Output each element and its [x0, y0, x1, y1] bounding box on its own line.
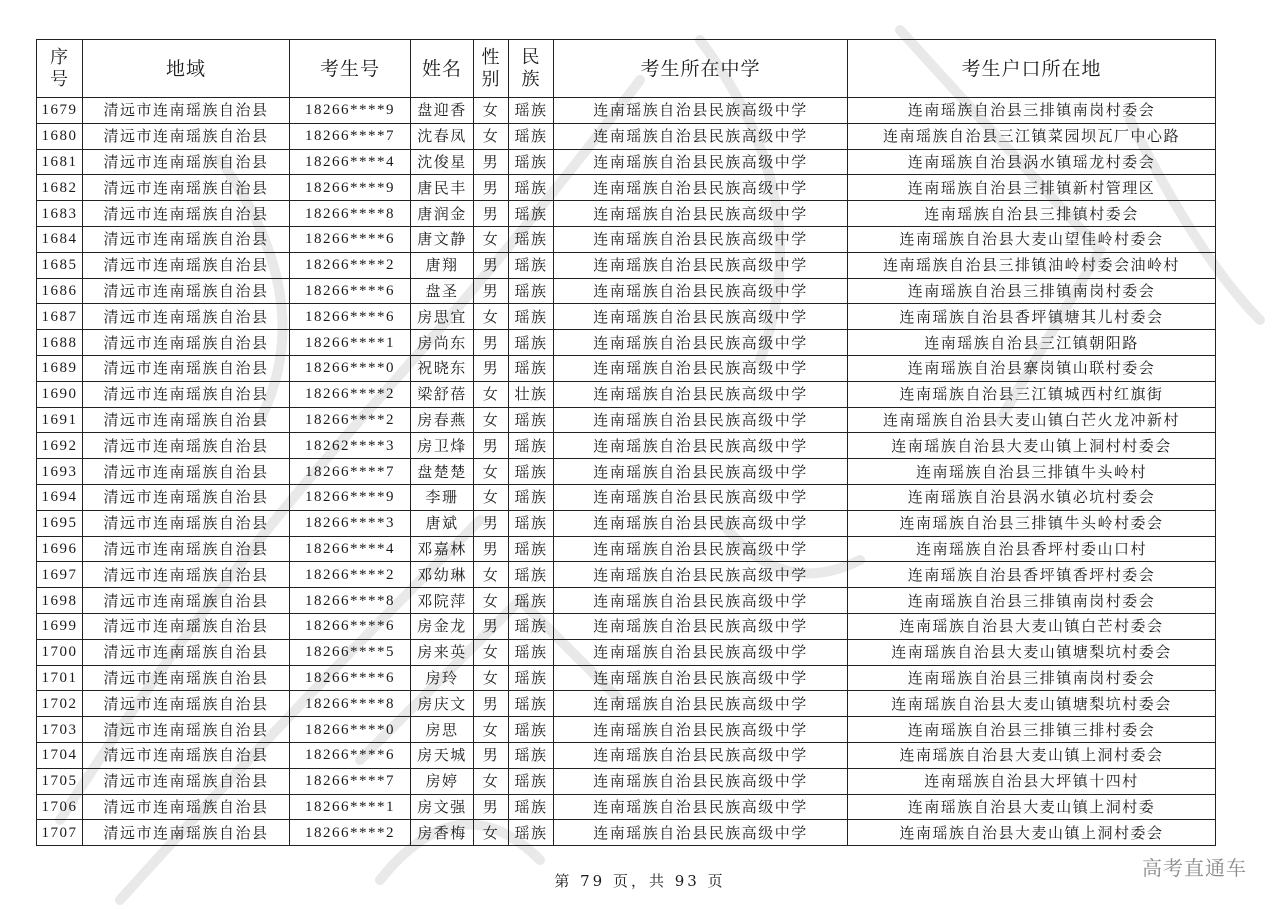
- cell-region: 清远市连南瑶族自治县: [83, 613, 290, 639]
- cell-household-address: 连南瑶族自治县三江镇朝阳路: [848, 330, 1216, 356]
- cell-gender: 女: [474, 639, 509, 665]
- cell-serial-number: 1685: [37, 252, 83, 278]
- cell-name: 沈俊星: [411, 149, 474, 175]
- cell-ethnicity: 瑶族: [509, 123, 554, 149]
- cell-household-address: 连南瑶族自治县三排镇牛头岭村: [848, 459, 1216, 485]
- cell-gender: 男: [474, 536, 509, 562]
- cell-gender: 女: [474, 459, 509, 485]
- table-row: [37, 226, 1216, 252]
- cell-exam-id: 18266****2: [290, 252, 411, 278]
- cell-name: 唐民丰: [411, 175, 474, 201]
- cell-ethnicity: 瑶族: [509, 742, 554, 768]
- cell-gender: 女: [474, 381, 509, 407]
- cell-serial-number: 1697: [37, 562, 83, 588]
- cell-gender: 男: [474, 330, 509, 356]
- cell-school: 连南瑶族自治县民族高级中学: [554, 175, 848, 201]
- cell-gender: 女: [474, 588, 509, 614]
- cell-exam-id: 18266****8: [290, 588, 411, 614]
- cell-name: 房思宜: [411, 304, 474, 330]
- table-row: [37, 510, 1216, 536]
- cell-school: 连南瑶族自治县民族高级中学: [554, 794, 848, 820]
- cell-ethnicity: 瑶族: [509, 588, 554, 614]
- cell-serial-number: 1703: [37, 717, 83, 743]
- cell-region: 清远市连南瑶族自治县: [83, 665, 290, 691]
- cell-exam-id: 18266****9: [290, 98, 411, 124]
- cell-region: 清远市连南瑶族自治县: [83, 639, 290, 665]
- cell-region: 清远市连南瑶族自治县: [83, 820, 290, 846]
- cell-exam-id: 18266****7: [290, 123, 411, 149]
- cell-ethnicity: 瑶族: [509, 252, 554, 278]
- cell-region: 清远市连南瑶族自治县: [83, 691, 290, 717]
- cell-exam-id: 18266****2: [290, 562, 411, 588]
- cell-name: 唐翔: [411, 252, 474, 278]
- cell-school: 连南瑶族自治县民族高级中学: [554, 820, 848, 846]
- cell-gender: 女: [474, 98, 509, 124]
- cell-ethnicity: 瑶族: [509, 459, 554, 485]
- cell-region: 清远市连南瑶族自治县: [83, 355, 290, 381]
- cell-serial-number: 1705: [37, 768, 83, 794]
- cell-school: 连南瑶族自治县民族高级中学: [554, 484, 848, 510]
- cell-serial-number: 1694: [37, 484, 83, 510]
- cell-serial-number: 1681: [37, 149, 83, 175]
- cell-serial-number: 1699: [37, 613, 83, 639]
- cell-serial-number: 1684: [37, 226, 83, 252]
- cell-ethnicity: 瑶族: [509, 665, 554, 691]
- cell-exam-id: 18266****6: [290, 304, 411, 330]
- cell-serial-number: 1706: [37, 794, 83, 820]
- cell-school: 连南瑶族自治县民族高级中学: [554, 665, 848, 691]
- cell-household-address: 连南瑶族自治县三排镇村委会: [848, 201, 1216, 227]
- table-body: [37, 98, 1216, 846]
- cell-region: 清远市连南瑶族自治县: [83, 407, 290, 433]
- cell-ethnicity: 瑶族: [509, 330, 554, 356]
- cell-household-address: 连南瑶族自治县大麦山镇塘梨坑村委会: [848, 639, 1216, 665]
- cell-household-address: 连南瑶族自治县香坪镇塘其儿村委会: [848, 304, 1216, 330]
- cell-ethnicity: 壮族: [509, 381, 554, 407]
- cell-region: 清远市连南瑶族自治县: [83, 510, 290, 536]
- cell-exam-id: 18266****6: [290, 742, 411, 768]
- cell-name: 房卫烽: [411, 433, 474, 459]
- cell-serial-number: 1688: [37, 330, 83, 356]
- cell-ethnicity: 瑶族: [509, 639, 554, 665]
- cell-serial-number: 1690: [37, 381, 83, 407]
- page-number-footer: 第 79 页，共 93 页: [554, 872, 726, 890]
- cell-school: 连南瑶族自治县民族高级中学: [554, 717, 848, 743]
- cell-region: 清远市连南瑶族自治县: [83, 201, 290, 227]
- cell-school: 连南瑶族自治县民族高级中学: [554, 304, 848, 330]
- cell-name: 房尚东: [411, 330, 474, 356]
- cell-exam-id: 18266****9: [290, 175, 411, 201]
- cell-region: 清远市连南瑶族自治县: [83, 98, 290, 124]
- cell-household-address: 连南瑶族自治县香坪镇香坪村委会: [848, 562, 1216, 588]
- cell-household-address: 连南瑶族自治县三排镇新村管理区: [848, 175, 1216, 201]
- cell-ethnicity: 瑶族: [509, 484, 554, 510]
- cell-gender: 男: [474, 510, 509, 536]
- cell-ethnicity: 瑶族: [509, 562, 554, 588]
- cell-ethnicity: 瑶族: [509, 768, 554, 794]
- cell-region: 清远市连南瑶族自治县: [83, 149, 290, 175]
- cell-name: 房婷: [411, 768, 474, 794]
- table-row: [37, 820, 1216, 846]
- table-row: [37, 304, 1216, 330]
- table-row: [37, 665, 1216, 691]
- cell-name: 盘圣: [411, 278, 474, 304]
- cell-gender: 男: [474, 175, 509, 201]
- cell-name: 房香梅: [411, 820, 474, 846]
- cell-ethnicity: 瑶族: [509, 98, 554, 124]
- cell-school: 连南瑶族自治县民族高级中学: [554, 588, 848, 614]
- cell-region: 清远市连南瑶族自治县: [83, 588, 290, 614]
- cell-household-address: 连南瑶族自治县寨岗镇山联村委会: [848, 355, 1216, 381]
- cell-name: 邓嘉林: [411, 536, 474, 562]
- cell-school: 连南瑶族自治县民族高级中学: [554, 355, 848, 381]
- cell-name: 邓幼琳: [411, 562, 474, 588]
- cell-ethnicity: 瑶族: [509, 278, 554, 304]
- table-row: [37, 201, 1216, 227]
- cell-name: 房文强: [411, 794, 474, 820]
- cell-exam-id: 18266****2: [290, 381, 411, 407]
- table-row: [37, 98, 1216, 124]
- header-household-address: 考生户口所在地: [848, 40, 1216, 98]
- cell-gender: 女: [474, 665, 509, 691]
- cell-name: 房庆文: [411, 691, 474, 717]
- cell-gender: 男: [474, 691, 509, 717]
- cell-household-address: 连南瑶族自治县大麦山镇上洞村委: [848, 794, 1216, 820]
- cell-gender: 女: [474, 717, 509, 743]
- cell-ethnicity: 瑶族: [509, 794, 554, 820]
- cell-serial-number: 1687: [37, 304, 83, 330]
- cell-serial-number: 1695: [37, 510, 83, 536]
- cell-gender: 女: [474, 768, 509, 794]
- table-row: [37, 536, 1216, 562]
- table-row: [37, 562, 1216, 588]
- admission-roster-table: [36, 39, 1216, 846]
- header-name: 姓名: [411, 40, 474, 98]
- cell-region: 清远市连南瑶族自治县: [83, 794, 290, 820]
- table-row: [37, 355, 1216, 381]
- cell-household-address: 连南瑶族自治县三排镇牛头岭村委会: [848, 510, 1216, 536]
- cell-ethnicity: 瑶族: [509, 407, 554, 433]
- cell-school: 连南瑶族自治县民族高级中学: [554, 639, 848, 665]
- cell-school: 连南瑶族自治县民族高级中学: [554, 149, 848, 175]
- header-gender-line: 性: [481, 46, 501, 68]
- cell-gender: 女: [474, 123, 509, 149]
- cell-region: 清远市连南瑶族自治县: [83, 742, 290, 768]
- cell-gender: 男: [474, 201, 509, 227]
- cell-school: 连南瑶族自治县民族高级中学: [554, 201, 848, 227]
- cell-ethnicity: 瑶族: [509, 613, 554, 639]
- cell-region: 清远市连南瑶族自治县: [83, 562, 290, 588]
- table-row: [37, 613, 1216, 639]
- cell-exam-id: 18266****6: [290, 226, 411, 252]
- cell-region: 清远市连南瑶族自治县: [83, 278, 290, 304]
- cell-name: 盘楚楚: [411, 459, 474, 485]
- table-row: [37, 717, 1216, 743]
- brand-watermark: 高考直通车: [1142, 856, 1247, 880]
- cell-exam-id: 18266****7: [290, 768, 411, 794]
- cell-household-address: 连南瑶族自治县三排镇南岗村委会: [848, 98, 1216, 124]
- cell-school: 连南瑶族自治县民族高级中学: [554, 433, 848, 459]
- cell-exam-id: 18266****1: [290, 794, 411, 820]
- cell-gender: 男: [474, 742, 509, 768]
- cell-school: 连南瑶族自治县民族高级中学: [554, 278, 848, 304]
- cell-ethnicity: 瑶族: [509, 175, 554, 201]
- cell-serial-number: 1679: [37, 98, 83, 124]
- cell-ethnicity: 瑶族: [509, 355, 554, 381]
- cell-name: 房金龙: [411, 613, 474, 639]
- cell-name: 邓院萍: [411, 588, 474, 614]
- cell-school: 连南瑶族自治县民族高级中学: [554, 123, 848, 149]
- table-row: [37, 149, 1216, 175]
- cell-household-address: 连南瑶族自治县涡水镇必坑村委会: [848, 484, 1216, 510]
- cell-ethnicity: 瑶族: [509, 536, 554, 562]
- table-row: [37, 459, 1216, 485]
- cell-region: 清远市连南瑶族自治县: [83, 717, 290, 743]
- cell-name: 盘迎香: [411, 98, 474, 124]
- cell-region: 清远市连南瑶族自治县: [83, 536, 290, 562]
- cell-exam-id: 18266****4: [290, 149, 411, 175]
- cell-school: 连南瑶族自治县民族高级中学: [554, 98, 848, 124]
- cell-exam-id: 18266****4: [290, 536, 411, 562]
- cell-school: 连南瑶族自治县民族高级中学: [554, 381, 848, 407]
- cell-household-address: 连南瑶族自治县大麦山镇上洞村村委会: [848, 433, 1216, 459]
- cell-household-address: 连南瑶族自治县三江镇城西村红旗街: [848, 381, 1216, 407]
- cell-serial-number: 1701: [37, 665, 83, 691]
- table-row: [37, 768, 1216, 794]
- cell-household-address: 连南瑶族自治县大麦山镇上洞村委会: [848, 820, 1216, 846]
- cell-household-address: 连南瑶族自治县大麦山镇白芒火龙冲新村: [848, 407, 1216, 433]
- table-row: [37, 123, 1216, 149]
- cell-gender: 男: [474, 278, 509, 304]
- cell-school: 连南瑶族自治县民族高级中学: [554, 536, 848, 562]
- cell-serial-number: 1692: [37, 433, 83, 459]
- cell-household-address: 连南瑶族自治县三排镇南岗村委会: [848, 588, 1216, 614]
- cell-region: 清远市连南瑶族自治县: [83, 226, 290, 252]
- cell-school: 连南瑶族自治县民族高级中学: [554, 459, 848, 485]
- table-row: [37, 407, 1216, 433]
- cell-exam-id: 18266****6: [290, 278, 411, 304]
- cell-serial-number: 1693: [37, 459, 83, 485]
- table-row: [37, 588, 1216, 614]
- cell-school: 连南瑶族自治县民族高级中学: [554, 510, 848, 536]
- header-gender: [474, 40, 509, 98]
- cell-name: 梁舒蓓: [411, 381, 474, 407]
- cell-school: 连南瑶族自治县民族高级中学: [554, 407, 848, 433]
- cell-exam-id: 18266****8: [290, 201, 411, 227]
- cell-household-address: 连南瑶族自治县大坪镇十四村: [848, 768, 1216, 794]
- table-row: [37, 484, 1216, 510]
- cell-exam-id: 18266****2: [290, 407, 411, 433]
- cell-household-address: 连南瑶族自治县大麦山镇上洞村委会: [848, 742, 1216, 768]
- cell-serial-number: 1702: [37, 691, 83, 717]
- cell-name: 唐润金: [411, 201, 474, 227]
- table-row: [37, 175, 1216, 201]
- header-exam-id: 考生号: [290, 40, 411, 98]
- cell-ethnicity: 瑶族: [509, 820, 554, 846]
- cell-serial-number: 1704: [37, 742, 83, 768]
- cell-ethnicity: 瑶族: [509, 226, 554, 252]
- cell-region: 清远市连南瑶族自治县: [83, 175, 290, 201]
- cell-gender: 女: [474, 820, 509, 846]
- cell-household-address: 连南瑶族自治县香坪村委山口村: [848, 536, 1216, 562]
- cell-region: 清远市连南瑶族自治县: [83, 304, 290, 330]
- cell-household-address: 连南瑶族自治县大麦山镇白芒村委会: [848, 613, 1216, 639]
- cell-exam-id: 18266****7: [290, 459, 411, 485]
- cell-gender: 男: [474, 433, 509, 459]
- cell-serial-number: 1682: [37, 175, 83, 201]
- cell-ethnicity: 瑶族: [509, 304, 554, 330]
- cell-region: 清远市连南瑶族自治县: [83, 330, 290, 356]
- cell-household-address: 连南瑶族自治县三排镇油岭村委会油岭村: [848, 252, 1216, 278]
- cell-name: 李珊: [411, 484, 474, 510]
- cell-ethnicity: 瑶族: [509, 717, 554, 743]
- cell-name: 祝晓东: [411, 355, 474, 381]
- table-row: [37, 278, 1216, 304]
- cell-ethnicity: 瑶族: [509, 433, 554, 459]
- cell-school: 连南瑶族自治县民族高级中学: [554, 562, 848, 588]
- table-header-row: [37, 40, 1216, 98]
- cell-school: 连南瑶族自治县民族高级中学: [554, 252, 848, 278]
- cell-gender: 女: [474, 226, 509, 252]
- table-row: [37, 691, 1216, 717]
- cell-household-address: 连南瑶族自治县涡水镇瑶龙村委会: [848, 149, 1216, 175]
- table-row: [37, 330, 1216, 356]
- cell-gender: 女: [474, 562, 509, 588]
- cell-region: 清远市连南瑶族自治县: [83, 768, 290, 794]
- cell-school: 连南瑶族自治县民族高级中学: [554, 226, 848, 252]
- cell-region: 清远市连南瑶族自治县: [83, 123, 290, 149]
- cell-exam-id: 18262****3: [290, 433, 411, 459]
- cell-exam-id: 18266****3: [290, 510, 411, 536]
- header-serial-number-line: 序: [50, 46, 69, 68]
- cell-exam-id: 18266****8: [290, 691, 411, 717]
- cell-region: 清远市连南瑶族自治县: [83, 459, 290, 485]
- cell-region: 清远市连南瑶族自治县: [83, 381, 290, 407]
- table-row: [37, 742, 1216, 768]
- cell-gender: 男: [474, 794, 509, 820]
- header-serial-number-line: 号: [50, 68, 69, 90]
- cell-gender: 女: [474, 304, 509, 330]
- cell-household-address: 连南瑶族自治县三江镇菜园坝瓦厂中心路: [848, 123, 1216, 149]
- header-ethnicity-line: 族: [521, 68, 541, 90]
- cell-ethnicity: 瑶族: [509, 149, 554, 175]
- header-ethnicity-line: 民: [521, 46, 541, 68]
- cell-serial-number: 1707: [37, 820, 83, 846]
- cell-name: 沈春凤: [411, 123, 474, 149]
- cell-gender: 男: [474, 252, 509, 278]
- cell-gender: 女: [474, 407, 509, 433]
- cell-ethnicity: 瑶族: [509, 510, 554, 536]
- cell-name: 唐文静: [411, 226, 474, 252]
- cell-serial-number: 1700: [37, 639, 83, 665]
- header-region: 地域: [83, 40, 290, 98]
- cell-household-address: 连南瑶族自治县大麦山望佳岭村委会: [848, 226, 1216, 252]
- cell-name: 唐斌: [411, 510, 474, 536]
- cell-serial-number: 1691: [37, 407, 83, 433]
- cell-name: 房来英: [411, 639, 474, 665]
- cell-serial-number: 1696: [37, 536, 83, 562]
- cell-school: 连南瑶族自治县民族高级中学: [554, 613, 848, 639]
- header-serial-number: [37, 40, 83, 98]
- header-gender-line: 别: [481, 68, 501, 90]
- cell-serial-number: 1686: [37, 278, 83, 304]
- table-row: [37, 433, 1216, 459]
- cell-exam-id: 18266****5: [290, 639, 411, 665]
- cell-serial-number: 1680: [37, 123, 83, 149]
- table-row: [37, 794, 1216, 820]
- cell-school: 连南瑶族自治县民族高级中学: [554, 330, 848, 356]
- cell-name: 房思: [411, 717, 474, 743]
- cell-gender: 男: [474, 355, 509, 381]
- cell-exam-id: 18266****0: [290, 355, 411, 381]
- cell-ethnicity: 瑶族: [509, 201, 554, 227]
- cell-region: 清远市连南瑶族自治县: [83, 484, 290, 510]
- cell-gender: 女: [474, 484, 509, 510]
- cell-school: 连南瑶族自治县民族高级中学: [554, 691, 848, 717]
- table-row: [37, 381, 1216, 407]
- cell-household-address: 连南瑶族自治县大麦山镇塘梨坑村委会: [848, 691, 1216, 717]
- cell-serial-number: 1698: [37, 588, 83, 614]
- table-row: [37, 639, 1216, 665]
- header-school: 考生所在中学: [554, 40, 848, 98]
- cell-gender: 男: [474, 613, 509, 639]
- cell-exam-id: 18266****2: [290, 820, 411, 846]
- cell-household-address: 连南瑶族自治县三排镇三排村委会: [848, 717, 1216, 743]
- header-ethnicity: [509, 40, 554, 98]
- cell-name: 房春燕: [411, 407, 474, 433]
- cell-exam-id: 18266****6: [290, 665, 411, 691]
- cell-exam-id: 18266****9: [290, 484, 411, 510]
- cell-region: 清远市连南瑶族自治县: [83, 252, 290, 278]
- cell-name: 房天城: [411, 742, 474, 768]
- cell-gender: 男: [474, 149, 509, 175]
- cell-household-address: 连南瑶族自治县三排镇南岗村委会: [848, 665, 1216, 691]
- cell-serial-number: 1689: [37, 355, 83, 381]
- cell-household-address: 连南瑶族自治县三排镇南岗村委会: [848, 278, 1216, 304]
- cell-name: 房玲: [411, 665, 474, 691]
- cell-school: 连南瑶族自治县民族高级中学: [554, 742, 848, 768]
- cell-exam-id: 18266****6: [290, 613, 411, 639]
- cell-exam-id: 18266****0: [290, 717, 411, 743]
- cell-school: 连南瑶族自治县民族高级中学: [554, 768, 848, 794]
- cell-ethnicity: 瑶族: [509, 691, 554, 717]
- cell-serial-number: 1683: [37, 201, 83, 227]
- cell-region: 清远市连南瑶族自治县: [83, 433, 290, 459]
- table-row: [37, 252, 1216, 278]
- cell-exam-id: 18266****1: [290, 330, 411, 356]
